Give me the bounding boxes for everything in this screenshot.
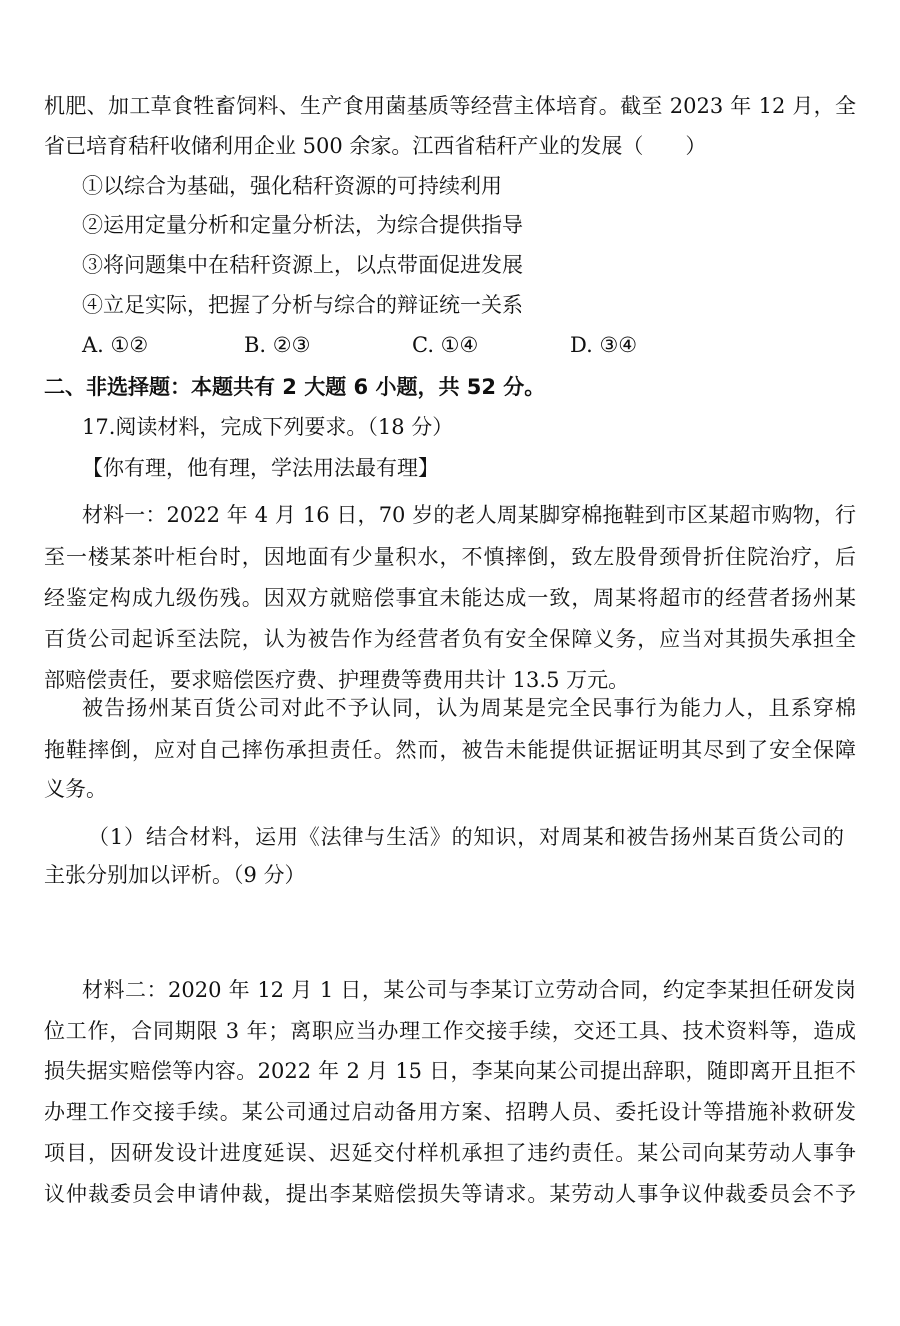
q16-item-2: ②运用定量分析和定量分析法，为综合提供指导 [82, 213, 523, 237]
material2-line-5: 项目，因研发设计进度延误、迟延交付样机承担了违约责任。某公司向某劳动人事争 [44, 1141, 856, 1165]
material2-line-1: 材料二：2020 年 12 月 1 日，某公司与李某订立劳动合同，约定李某担任研发岗 [82, 978, 856, 1002]
q16-stem-line-2: 省已培育秸秆收储利用企业 500 余家。江西省秸秆产业的发展（ ） [44, 134, 707, 158]
defense-line-3: 义务。 [44, 777, 107, 801]
defense-line-1: 被告扬州某百货公司对此不予认同，认为周某是完全民事行为能力人，且系穿棉 [82, 696, 856, 720]
material1-line-4: 百货公司起诉至法院，认为被告作为经营者负有安全保障义务，应当对其损失承担全 [44, 627, 856, 651]
option-b: B. ②③ [244, 333, 311, 357]
material2-line-3: 损失据实赔偿等内容。2022 年 2 月 15 日，李某向某公司提出辞职，随即离开且拒不 [44, 1059, 856, 1083]
sub-question-1-line-1: （1）结合材料，运用《法律与生活》的知识，对周某和被告扬州某百货公司的 [88, 825, 844, 849]
q17-topic: 【你有理，他有理，学法用法最有理】 [82, 456, 439, 480]
q16-options [82, 330, 637, 360]
q16-item-3: ③将问题集中在秸秆资源上，以点带面促进发展 [82, 253, 523, 277]
q17-intro: 17.阅读材料，完成下列要求。（18 分） [82, 415, 454, 439]
defense-line-2: 拖鞋摔倒，应对自己摔伤承担责任。然而，被告未能提供证据证明其尽到了安全保障 [44, 738, 856, 762]
section-heading: 二、非选择题：本题共有 2 大题 6 小题，共 52 分。 [44, 375, 546, 399]
material2-line-6: 议仲裁委员会申请仲裁，提出李某赔偿损失等请求。某劳动人事争议仲裁委员会不予 [44, 1182, 856, 1206]
material1-line-2: 至一楼某茶叶柜台时，因地面有少量积水，不慎摔倒，致左股骨颈骨折住院治疗，后 [44, 545, 856, 569]
material1-line-3: 经鉴定构成九级伤残。因双方就赔偿事宜未能达成一致，周某将超市的经营者扬州某 [44, 586, 856, 610]
q16-stem-line-1: 机肥、加工草食牲畜饲料、生产食用菌基质等经营主体培育。截至 2023 年 12 月，全 [44, 94, 856, 118]
material2-line-2: 位工作，合同期限 3 年；离职应当办理工作交接手续，交还工具、技术资料等，造成 [44, 1019, 856, 1043]
option-c: C. ①④ [412, 333, 479, 357]
material1-line-5: 部赔偿责任，要求赔偿医疗费、护理费等费用共计 13.5 万元。 [44, 668, 630, 692]
material2-line-4: 办理工作交接手续。某公司通过启动备用方案、招聘人员、委托设计等措施补救研发 [44, 1100, 856, 1124]
sub-question-1-line-2: 主张分别加以评析。（9 分） [44, 863, 306, 887]
q16-item-1: ①以综合为基础，强化秸秆资源的可持续利用 [82, 174, 502, 198]
q16-item-4: ④立足实际，把握了分析与综合的辩证统一关系 [82, 293, 523, 317]
option-a: A. ①② [82, 333, 149, 357]
option-d: D. ③④ [570, 333, 638, 357]
material1-line-1: 材料一：2022 年 4 月 16 日，70 岁的老人周某脚穿棉拖鞋到市区某超市购物，行 [82, 503, 856, 527]
